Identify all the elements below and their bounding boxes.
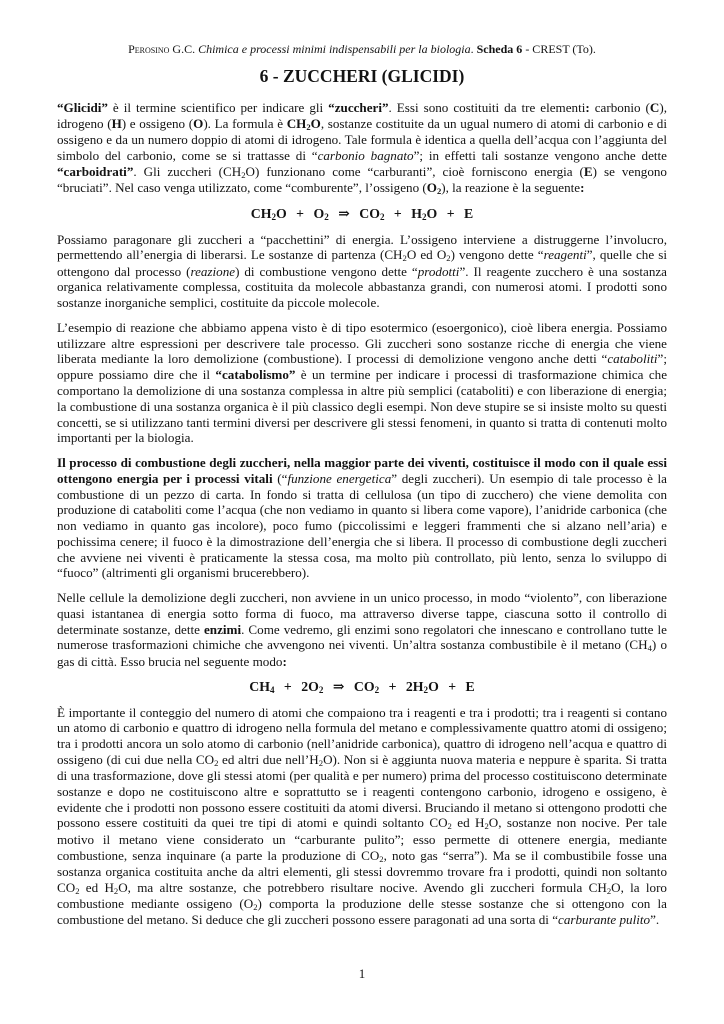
para-enzimi-metano: Nelle cellule la demolizione degli zuccheri, non avviene in un unico processo, in modo “violento”, con liberazione quasi istantanea di energia sotto forma di fuoco, ma attraverso diverse tappe, ciascuna sotto il controllo di determinate sostanze, dette enzimi. Come vedremo, gli enzimi sono regolatori che innescano e controllano tutte le numerose trasformazioni chimiche che avvengono nei viventi. Un’altra sostanza combustibile è il metano $(CH_4)$ o gas di città. Esso brucia nel seguente modo: — [57, 590, 667, 669]
para-pacchettini-energia: Possiamo paragonare gli zuccheri a “pacchettini” di energia. L’ossigeno interviene a distruggerne l’involucro, permettendo all’energia di liberarsi. Le sostanze di partenza ($CH_2O$ ed $O_2$) vengono dette “reagenti”, quelle che si ottengono dal processo (reazione) di combustione vengono dette “prodotti”. Il reagente zucchero è una sostanza organica relativamente complessa, costituita da molecole abbastanza grandi, con numerosi atomi. I prodotti sono sostanze inorganiche semplici, costituite da piccole molecole. — [57, 231, 667, 311]
para-conteggio-atomi: È importante il conteggio del numero di atomi che compaiono tra i reagenti e tra i prodotti; tra i reagenti si contano un atomo di carbonio e quattro di idrogeno nella formula del metano e complessivamente quattro atomi di ossigeno; tra i prodotti ancora un solo atomo di carbonio (nell’anidride carbonica), quattro di idrogeno nell’acqua e quattro di ossigeno (di cui due nella $CO_2$ ed altri due $nell’H_2O$). Non si è aggiunta nuova materia e neppure è sparita. Si tratta di una trasformazione, dove gli stessi atomi (per qualità e per numero) prima del processo costituiscono determinate sostanze e dopo ne costituiscono altre e soprattutto se i reagenti contengono carbonio, idrogeno e ossigeno, è evidente che i prodotti non possono essere costituiti da atomi diversi. Bruciando il metano si ottengono prodotti che possono essere costituiti da quei tre tipi di atomi e quindi soltanto $CO_2$ ed $H_2O$, sostanze non nocive. Per tale motivo il metano viene considerato un “carburante pulito”; esso permette di ottenere energia, mediante combustione, senza inquinare (a parte la produzione di $CO_2$, noto gas “serra”). Ma se il combustibile fosse una sostanza organica costituita anche da altri elementi, gli stessi dovremmo trovare fra i prodotti, quindi non soltanto $CO_2$ ed $H_2O$, ma altre sostanze, che potrebbero risultare nocive. Avendo gli zuccheri formula $CH_2O$, la loro combustione mediante ossigeno $(O_2)$ comporta la produzione delle stesse sostanze che si ottengono con la combustione del metano. Si deduce che gli zuccheri possono essere paragonati ad una sorta di “carburante pulito”. — [57, 704, 667, 928]
para-funzione-energetica: Il processo di combustione degli zuccheri, nella maggior parte dei viventi, costituisce il modo con il quale essi ottengono energia per i processi vitali (“funzione energetica” degli zuccheri). Un esempio di tale processo è la combustione di un pezzo di carta. In fondo si tratta di cellulosa (un tipo di zucchero) che viene demolita con produzione di cataboliti come l’acqua (che non vediamo in quanto si libera come vapore), l’anidride carbonica (che non vediamo in quanto gas incolore), poco fumo (piccolissimi e leggeri frammenti che si alzano nell’aria) e pochissima cenere; il fuoco è la dimostrazione dell’energia che si libera. Il processo di combustione degli zuccheri che avviene nei viventi è praticamente la stessa cosa, ma molto più controllato, più lento, senza lo sviluppo di “fuoco” (altrimenti gli organismi brucerebbero). — [57, 455, 667, 581]
document-body — [57, 100, 667, 928]
para-intro-glicidi: “Glicidi” è il termine scientifico per indicare gli “zuccheri”. Essi sono costituiti da tre elementi: carbonio (C), idrogeno (H) e ossigeno (O). La formula è $CH_2O$, sostanze costituite da un ugual numero di atomi di carbonio e di ossigeno e da un numero doppio di atomi di idrogeno. Tale formula è identica a quella dell’acqua con l’aggiunta del simbolo del carbonio, come se si trattasse di “carbonio bagnato”; in effetti tali sostanze vengono anche dette “carboidrati”. Gli zuccheri $(CH_2O)$ funzionano come “carburanti”, cioè forniscono energia (E) se vengono “bruciati”. Nel caso venga utilizzato, come “comburente”, l’ossigeno $(O_2)$, la reazione è la seguente: — [57, 100, 668, 197]
equation-sugar-combustion: $CH_2O + O_2$ ⇒ $CO_2 + H_2O + E$ — [250, 205, 474, 222]
para-catabolismo: L’esempio di reazione che abbiamo appena visto è di tipo esotermico (esoergonico), cioè libera energia. Possiamo utilizzare altre espressioni per descrivere tale processo. Gli zuccheri sono sostanze ricche di energia che viene liberata mediante la loro demolizione (combustione). I processi di demolizione vengono anche detti “cataboliti”; oppure possiamo dire che il “catabolismo” è un termine per indicare i processi di trasformazione chimica che comportano la demolizione di una sostanza complessa in altre più semplici (cataboliti) e con liberazione di energia; la combustione di una sostanza organica è il più classico degli esempi. Non deve stupire se si insiste molto su questi concetti, se si utilizzano tanti termini diversi per descrivere gli stessi fenomeni, in quanto si tratta di contenuti molto importanti per la biologia. — [57, 319, 668, 446]
page-number: 1 — [358, 966, 366, 981]
equation-methane-combustion: $CH_4 + 2O_2$ ⇒ $CO_2 + 2H_2O + E$ — [249, 678, 475, 695]
page-title: 6 - ZUCCHERI (GLICIDI) — [259, 66, 465, 87]
document-header: Perosino G.C. Chimica e processi minimi indispensabili per la biologia. Scheda 6 - CREST (To). — [128, 42, 596, 56]
